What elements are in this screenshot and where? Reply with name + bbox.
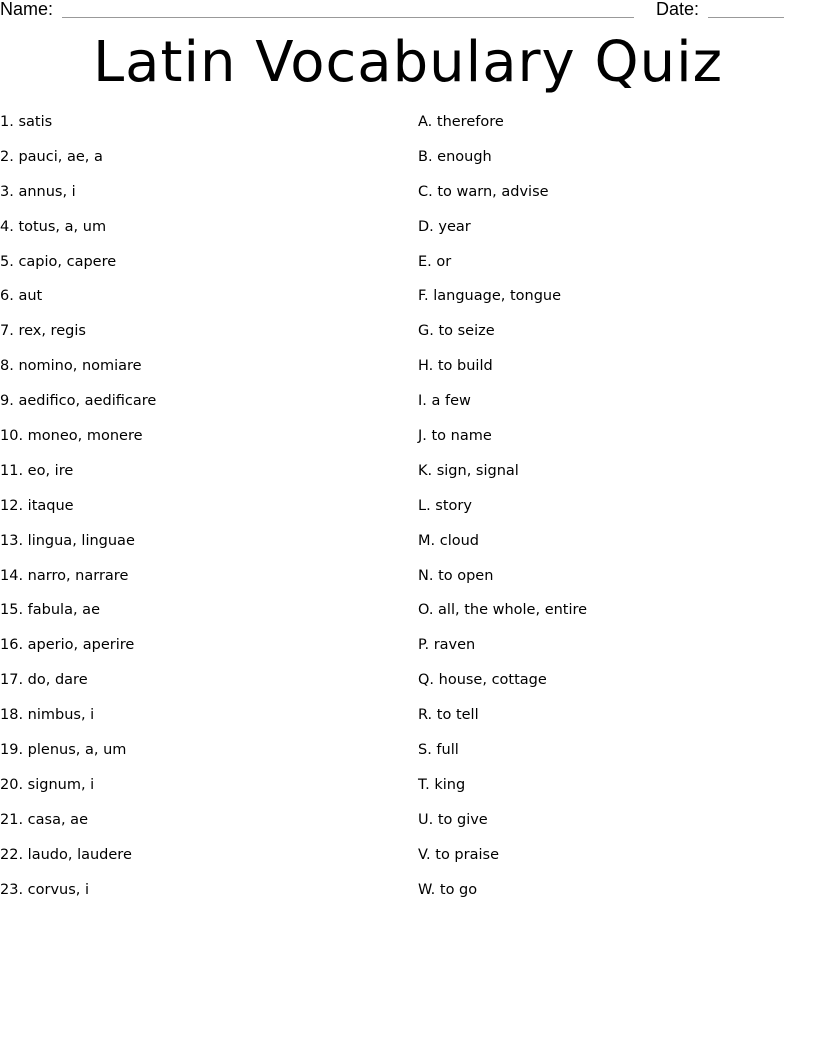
- definition-item: V. to praise: [418, 846, 499, 863]
- term-item: 16. aperio, aperire: [0, 637, 135, 654]
- term-item: 6. aut: [0, 288, 43, 305]
- term-item: 19. plenus, a, um: [0, 742, 127, 759]
- definition-item: N. to open: [418, 567, 494, 584]
- definition-item: T. king: [418, 776, 466, 793]
- term-item: 14. narro, narrare: [0, 567, 129, 584]
- term-item: 15. fabula, ae: [0, 602, 100, 619]
- definition-item: G. to seize: [418, 323, 495, 340]
- definition-item: J. to name: [418, 428, 492, 445]
- term-item: 23. corvus, i: [0, 881, 90, 898]
- term-item: 13. lingua, linguae: [0, 532, 135, 549]
- term-item: 8. nomino, nomiare: [0, 358, 142, 375]
- term-item: 20. signum, i: [0, 776, 95, 793]
- term-item: 17. do, dare: [0, 672, 88, 689]
- worksheet-header: [0, 0, 816, 22]
- definition-item: M. cloud: [418, 532, 479, 549]
- definition-item: R. to tell: [418, 707, 479, 724]
- definition-item: P. raven: [418, 637, 476, 654]
- name-blank-line: [62, 17, 634, 18]
- term-item: 10. moneo, monere: [0, 428, 143, 445]
- definition-item: F. language, tongue: [418, 288, 562, 305]
- term-item: 3. annus, i: [0, 183, 76, 200]
- date-label: Date:: [656, 0, 700, 19]
- definition-item: E. or: [418, 253, 452, 270]
- term-item: 5. capio, capere: [0, 253, 117, 270]
- definition-item: I. a few: [418, 393, 471, 410]
- term-item: 18. nimbus, i: [0, 707, 95, 724]
- term-item: 11. eo, ire: [0, 462, 74, 479]
- term-item: 1. satis: [0, 114, 53, 130]
- term-item: 2. pauci, ae, a: [0, 148, 103, 165]
- definition-item: A. therefore: [418, 114, 504, 130]
- term-item: 9. aedifico, aedificare: [0, 393, 157, 410]
- page-title: Latin Vocabulary Quiz: [92, 30, 724, 95]
- terms-list: [0, 111, 400, 913]
- definitions-list: [418, 111, 808, 913]
- definition-item: O. all, the whole, entire: [418, 602, 588, 619]
- definition-item: H. to build: [418, 358, 493, 375]
- definition-item: W. to go: [418, 881, 478, 898]
- term-item: 12. itaque: [0, 497, 74, 514]
- term-item: 4. totus, a, um: [0, 218, 107, 235]
- definition-item: Q. house, cottage: [418, 672, 547, 689]
- definition-item: U. to give: [418, 811, 488, 828]
- definition-item: B. enough: [418, 148, 492, 165]
- term-item: 21. casa, ae: [0, 811, 88, 828]
- term-item: 22. laudo, laudere: [0, 846, 132, 863]
- name-label: Name:: [0, 0, 54, 19]
- date-blank-line: [708, 17, 784, 18]
- definition-item: C. to warn, advise: [418, 183, 549, 200]
- term-item: 7. rex, regis: [0, 323, 86, 340]
- definition-item: D. year: [418, 218, 471, 235]
- definition-item: K. sign, signal: [418, 462, 519, 479]
- definition-item: S. full: [418, 742, 459, 759]
- definition-item: L. story: [418, 497, 472, 514]
